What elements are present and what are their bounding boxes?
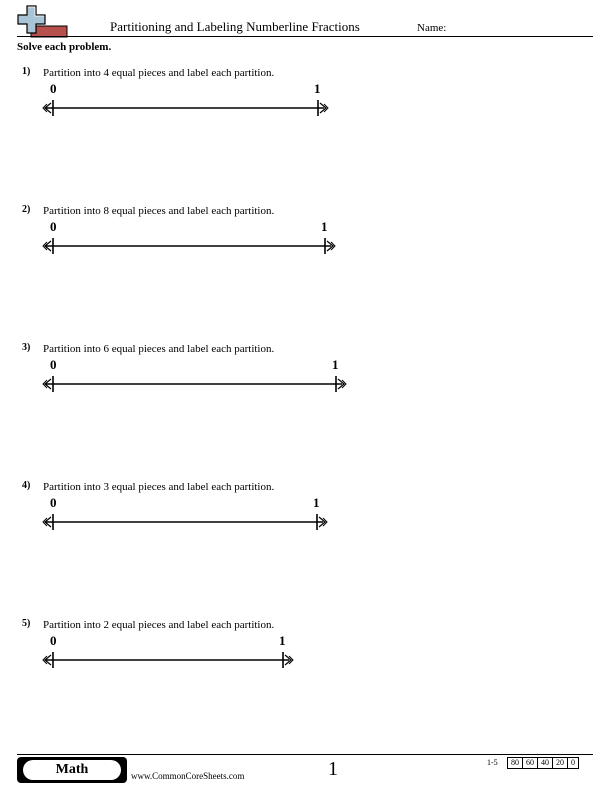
number-line-start-label: 0 (50, 219, 57, 234)
number-line-end-label: 1 (321, 219, 328, 234)
number-line[interactable] (40, 93, 332, 123)
number-line[interactable] (40, 507, 330, 537)
score-range: 1-5 (487, 758, 498, 767)
score-cell: 20 (552, 757, 568, 769)
number-line-start-label: 0 (50, 81, 57, 96)
problem-number: 3) (22, 342, 31, 353)
problem-text: Partition into 2 equal pieces and label each partition. (43, 619, 275, 631)
score-cell: 80 (507, 757, 523, 769)
math-badge (17, 757, 127, 783)
number-line-end-label: 1 (313, 495, 320, 510)
number-line-start-label: 0 (50, 633, 57, 648)
website-link[interactable]: www.CommonCoreSheets.com (131, 771, 245, 781)
problem-5 (0, 618, 612, 688)
score-table (508, 757, 579, 769)
problem-number: 5) (22, 618, 31, 629)
instructions: Solve each problem. (17, 41, 112, 53)
plus-sign-logo-icon (17, 4, 69, 38)
problem-text: Partition into 6 equal pieces and label each partition. (43, 343, 275, 355)
problem-1 (0, 66, 612, 136)
problem-number: 1) (22, 66, 31, 77)
problem-number: 4) (22, 480, 31, 491)
problem-text: Partition into 3 equal pieces and label each partition. (43, 481, 275, 493)
problem-3 (0, 342, 612, 412)
problem-2 (0, 204, 612, 274)
number-line[interactable] (40, 369, 350, 399)
problem-text: Partition into 8 equal pieces and label each partition. (43, 205, 275, 217)
problem-text: Partition into 4 equal pieces and label each partition. (43, 67, 275, 79)
name-field-label: Name: (417, 22, 447, 34)
page-number: 1 (328, 758, 338, 780)
footer-divider (17, 754, 593, 755)
number-line-start-label: 0 (50, 495, 57, 510)
number-line-end-label: 1 (332, 357, 339, 372)
worksheet-title: Partitioning and Labeling Numberline Fractions (110, 19, 360, 34)
score-cell: 60 (522, 757, 538, 769)
number-line-start-label: 0 (50, 357, 57, 372)
header-divider (17, 36, 593, 37)
number-line[interactable] (40, 231, 338, 261)
number-line-end-label: 1 (314, 81, 321, 96)
problem-number: 2) (22, 204, 31, 215)
problem-4 (0, 480, 612, 550)
score-cell: 0 (567, 757, 579, 769)
score-cell: 40 (537, 757, 553, 769)
math-badge-label: Math (23, 760, 121, 780)
number-line-end-label: 1 (279, 633, 286, 648)
number-line[interactable] (40, 645, 296, 675)
